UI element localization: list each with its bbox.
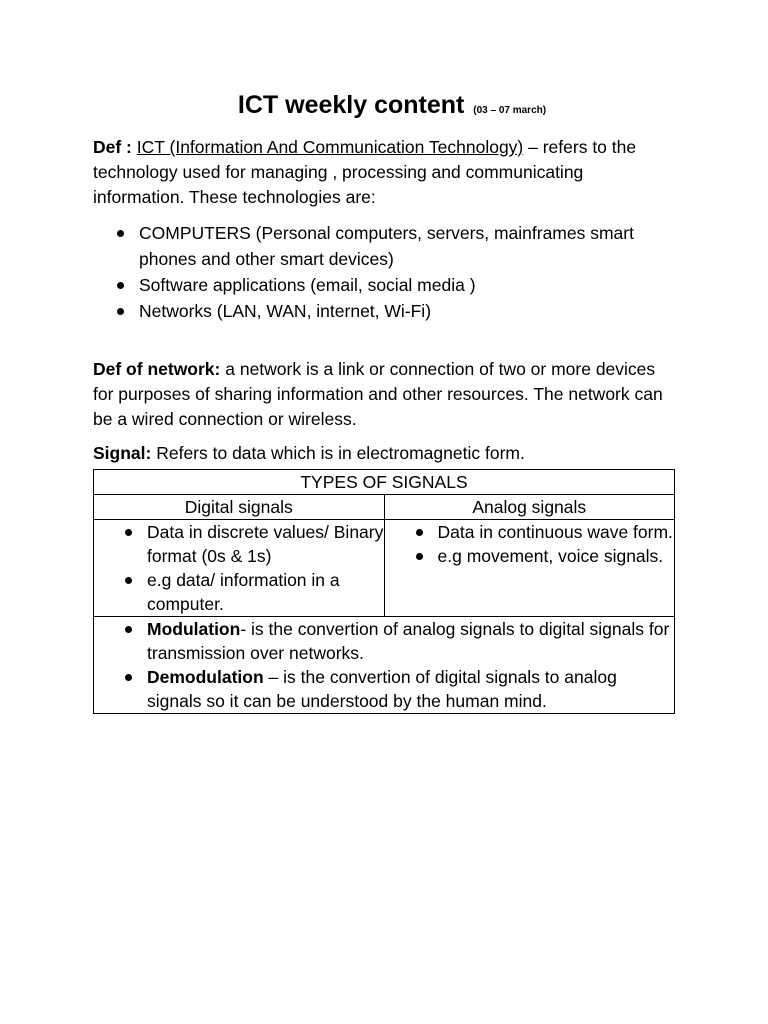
digital-cell [94,520,385,617]
signal-definition-term: Signal: [93,443,152,463]
digital-list [94,520,384,616]
table-row [94,495,675,520]
network-definition-term: Def of network: [93,359,221,379]
table-row [94,617,675,714]
table-row [94,470,675,495]
table-row [94,520,675,617]
demodulation-term: Demodulation [147,667,264,687]
modulation-cell [94,617,675,714]
column-header-digital: Digital signals [94,495,385,520]
list-item: e.g movement, voice signals. [438,544,675,568]
ict-definition [93,135,675,210]
ict-definition-subject: ICT (Information And Communication Technology) [136,137,524,157]
document-content [93,86,675,714]
list-item: Software applications (email, social media ) [139,272,675,298]
ict-definition-text: – refers to the technology used for managing , processing and communicating information. These technologies are: [93,137,637,207]
list-item: COMPUTERS (Personal computers, servers, mainframes smart phones and other smart devices) [139,220,675,272]
list-item: Data in discrete values/ Binary format (0s & 1s) [147,522,384,566]
list-item [147,665,674,713]
network-definition-text: a network is a link or connection of two or more devices for purposes of sharing information and other resources. The network can be a wired connection or wireless. [93,359,663,429]
modulation-list [94,617,674,713]
list-item: Networks (LAN, WAN, internet, Wi-Fi) [139,298,675,324]
analog-list [385,520,675,568]
page-title: ICT weekly content [237,91,465,119]
modulation-term: Modulation [147,619,241,639]
analog-cell [384,520,675,617]
signal-definition-text: Refers to data which is in electromagnetic form. [151,443,525,463]
network-definition [93,357,675,432]
signals-table [93,469,675,714]
title-row [93,86,675,130]
list-item: Data in continuous wave form. [437,522,673,542]
demodulation-text: – is the convertion of digital signals to analog signals so it can be understood by the human mind. [147,667,617,711]
table-heading: TYPES OF SIGNALS [94,470,675,495]
list-item [147,617,674,665]
signal-definition [93,441,675,466]
title-date: (03 – 07 march) [473,105,547,116]
modulation-text: - is the convertion of analog signals to digital signals for transmission over networks. [147,619,670,663]
column-header-analog: Analog signals [384,495,675,520]
technologies-list [93,220,675,324]
ict-definition-term: Def : [93,137,132,157]
list-item: e.g data/ information in a computer. [147,568,384,616]
